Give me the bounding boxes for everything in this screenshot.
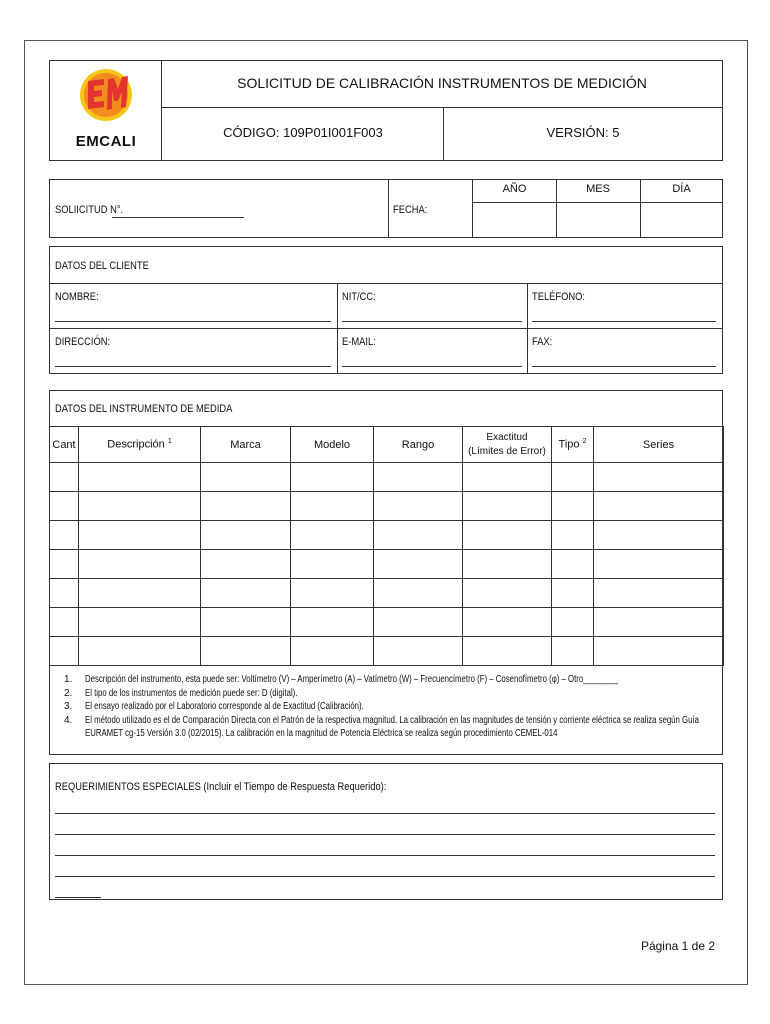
col-marca-header: Marca xyxy=(201,427,291,463)
table-cell[interactable] xyxy=(291,637,374,666)
header-box xyxy=(49,60,723,161)
document-version: VERSIÓN: 5 xyxy=(546,125,620,140)
fax-label: FAX: xyxy=(532,336,553,348)
fax-field[interactable] xyxy=(532,352,716,367)
table-row xyxy=(50,521,724,550)
requirements-line-2[interactable] xyxy=(55,819,715,835)
table-cell[interactable] xyxy=(291,608,374,637)
table-cell[interactable] xyxy=(594,521,724,550)
month-header: MES xyxy=(586,183,610,195)
table-cell[interactable] xyxy=(374,579,463,608)
table-cell[interactable] xyxy=(594,579,724,608)
table-cell[interactable] xyxy=(79,608,201,637)
col-modelo-header: Modelo xyxy=(291,427,374,463)
table-cell[interactable] xyxy=(552,550,594,579)
table-cell[interactable] xyxy=(201,579,291,608)
logo-cell xyxy=(50,61,162,160)
col-exactitud-header: Exactitud (Límites de Error) xyxy=(463,427,552,463)
table-cell[interactable] xyxy=(594,463,724,492)
table-row xyxy=(50,608,724,637)
table-cell[interactable] xyxy=(291,579,374,608)
table-cell[interactable] xyxy=(201,637,291,666)
note-item: EURAMET cg-15 Versión 3.0 (02/2015). La calibración en la magnitud de Potencia Eléctrica se realiza según procedimiento CEMEL-014 xyxy=(85,728,558,739)
table-cell[interactable] xyxy=(374,550,463,579)
table-cell[interactable] xyxy=(50,608,79,637)
version-cell xyxy=(444,108,722,160)
requirements-line-4[interactable] xyxy=(55,861,715,877)
table-row xyxy=(50,637,724,666)
table-cell[interactable] xyxy=(50,492,79,521)
date-label: FECHA: xyxy=(393,204,428,216)
table-cell[interactable] xyxy=(79,550,201,579)
table-cell[interactable] xyxy=(594,637,724,666)
client-section-title: DATOS DEL CLIENTE xyxy=(55,260,149,272)
table-cell[interactable] xyxy=(201,608,291,637)
title-cell xyxy=(162,61,722,108)
table-cell[interactable] xyxy=(50,521,79,550)
table-cell[interactable] xyxy=(291,550,374,579)
table-cell[interactable] xyxy=(50,637,79,666)
table-cell[interactable] xyxy=(552,463,594,492)
day-header: DÍA xyxy=(672,183,691,195)
request-number-label: SOLIICITUD N°. xyxy=(55,204,124,216)
instrument-table xyxy=(49,426,724,666)
code-cell xyxy=(162,108,444,160)
table-row xyxy=(50,579,724,608)
table-cell[interactable] xyxy=(552,492,594,521)
table-cell[interactable] xyxy=(463,579,552,608)
table-cell[interactable] xyxy=(79,463,201,492)
request-number-field[interactable] xyxy=(112,205,244,218)
emcali-logo-icon xyxy=(66,67,146,137)
table-cell[interactable] xyxy=(463,521,552,550)
table-cell[interactable] xyxy=(79,579,201,608)
address-field[interactable] xyxy=(55,352,331,367)
requirements-line-3[interactable] xyxy=(55,840,715,856)
year-field[interactable] xyxy=(473,203,556,237)
table-cell[interactable] xyxy=(291,521,374,550)
table-cell[interactable] xyxy=(594,608,724,637)
note-item: 4. El método utilizado es el de Comparación Directa con el Patrón de la respectiva magnitud. La calibración en las magnitudes de tensión y corriente eléctrica se realiza según Guía xyxy=(64,714,699,726)
table-cell[interactable] xyxy=(201,521,291,550)
requirements-line-1[interactable] xyxy=(55,798,715,814)
table-row xyxy=(50,492,724,521)
name-field[interactable] xyxy=(55,307,331,322)
nit-label: NIT/CC: xyxy=(342,291,376,303)
table-cell[interactable] xyxy=(552,608,594,637)
notes-list xyxy=(64,673,714,741)
col-rango-header: Rango xyxy=(374,427,463,463)
note-item: 3. El ensayo realizado por el Laboratorio corresponde al de Exactitud (Calibración). xyxy=(64,701,364,712)
table-cell[interactable] xyxy=(50,550,79,579)
logo-text: EMCALI xyxy=(75,133,137,150)
col-cant-header: Cant xyxy=(50,427,79,463)
table-cell[interactable] xyxy=(463,463,552,492)
col-series-header: Series xyxy=(594,427,724,463)
instrument-section-title: DATOS DEL INSTRUMENTO DE MEDIDA xyxy=(55,403,233,415)
year-header: AÑO xyxy=(502,183,527,195)
page-title: SOLICITUD DE CALIBRACIÓN INSTRUMENTOS DE MEDICIÓN xyxy=(237,75,647,91)
address-label: DIRECCIÓN: xyxy=(55,336,111,348)
table-row xyxy=(50,550,724,579)
phone-field[interactable] xyxy=(532,307,716,322)
requirements-label: REQUERIMIENTOS ESPECIALES (Incluir el Tiempo de Respuesta Requerido): xyxy=(55,781,387,793)
table-cell[interactable] xyxy=(552,521,594,550)
table-cell[interactable] xyxy=(552,579,594,608)
table-cell[interactable] xyxy=(291,492,374,521)
table-cell[interactable] xyxy=(374,637,463,666)
note-item: 1. Descripción del instrumento, esta puede ser: Voltímetro (V) – Amperímetro (A) – Vatímetro (W) – Frecuencímetro (F) – Cosenofímetro (φ) – Otro________ xyxy=(64,674,618,685)
instrument-box xyxy=(49,390,723,755)
table-cell[interactable] xyxy=(201,492,291,521)
document-page xyxy=(24,40,748,985)
table-cell[interactable] xyxy=(50,463,79,492)
col-desc-header: Descripción $^1$ xyxy=(79,427,201,463)
month-field[interactable] xyxy=(557,203,640,237)
email-label: E-MAIL: xyxy=(342,336,376,348)
requirements-box xyxy=(49,763,723,900)
table-cell[interactable] xyxy=(594,492,724,521)
table-cell[interactable] xyxy=(291,463,374,492)
table-cell[interactable] xyxy=(79,492,201,521)
document-code: CÓDIGO: 109P01I001F003 xyxy=(223,125,383,140)
col-tipo-header: Tipo $^2$ xyxy=(552,427,594,463)
table-cell[interactable] xyxy=(374,463,463,492)
table-cell[interactable] xyxy=(374,521,463,550)
table-cell[interactable] xyxy=(79,521,201,550)
table-cell[interactable] xyxy=(463,550,552,579)
client-box xyxy=(49,246,723,374)
table-cell[interactable] xyxy=(463,608,552,637)
day-field[interactable] xyxy=(641,203,723,237)
nit-field[interactable] xyxy=(342,307,522,322)
table-row xyxy=(50,463,724,492)
table-cell[interactable] xyxy=(201,463,291,492)
table-cell[interactable] xyxy=(374,608,463,637)
table-cell[interactable] xyxy=(463,637,552,666)
table-cell[interactable] xyxy=(552,637,594,666)
request-box xyxy=(49,179,723,238)
table-header-row xyxy=(50,427,724,463)
table-cell[interactable] xyxy=(594,550,724,579)
table-cell[interactable] xyxy=(463,492,552,521)
page-number: Página 1 de 2 xyxy=(640,939,715,953)
table-cell[interactable] xyxy=(201,550,291,579)
name-label: NOMBRE: xyxy=(55,291,99,303)
date-cells xyxy=(472,180,722,237)
table-cell[interactable] xyxy=(50,579,79,608)
phone-label: TELÉFONO: xyxy=(532,291,585,303)
requirements-line-5[interactable] xyxy=(55,882,101,898)
table-cell[interactable] xyxy=(79,637,201,666)
table-cell[interactable] xyxy=(374,492,463,521)
note-item: 2. El tipo de los instrumentos de medición puede ser: D (digital). xyxy=(64,687,298,699)
email-field[interactable] xyxy=(342,352,522,367)
